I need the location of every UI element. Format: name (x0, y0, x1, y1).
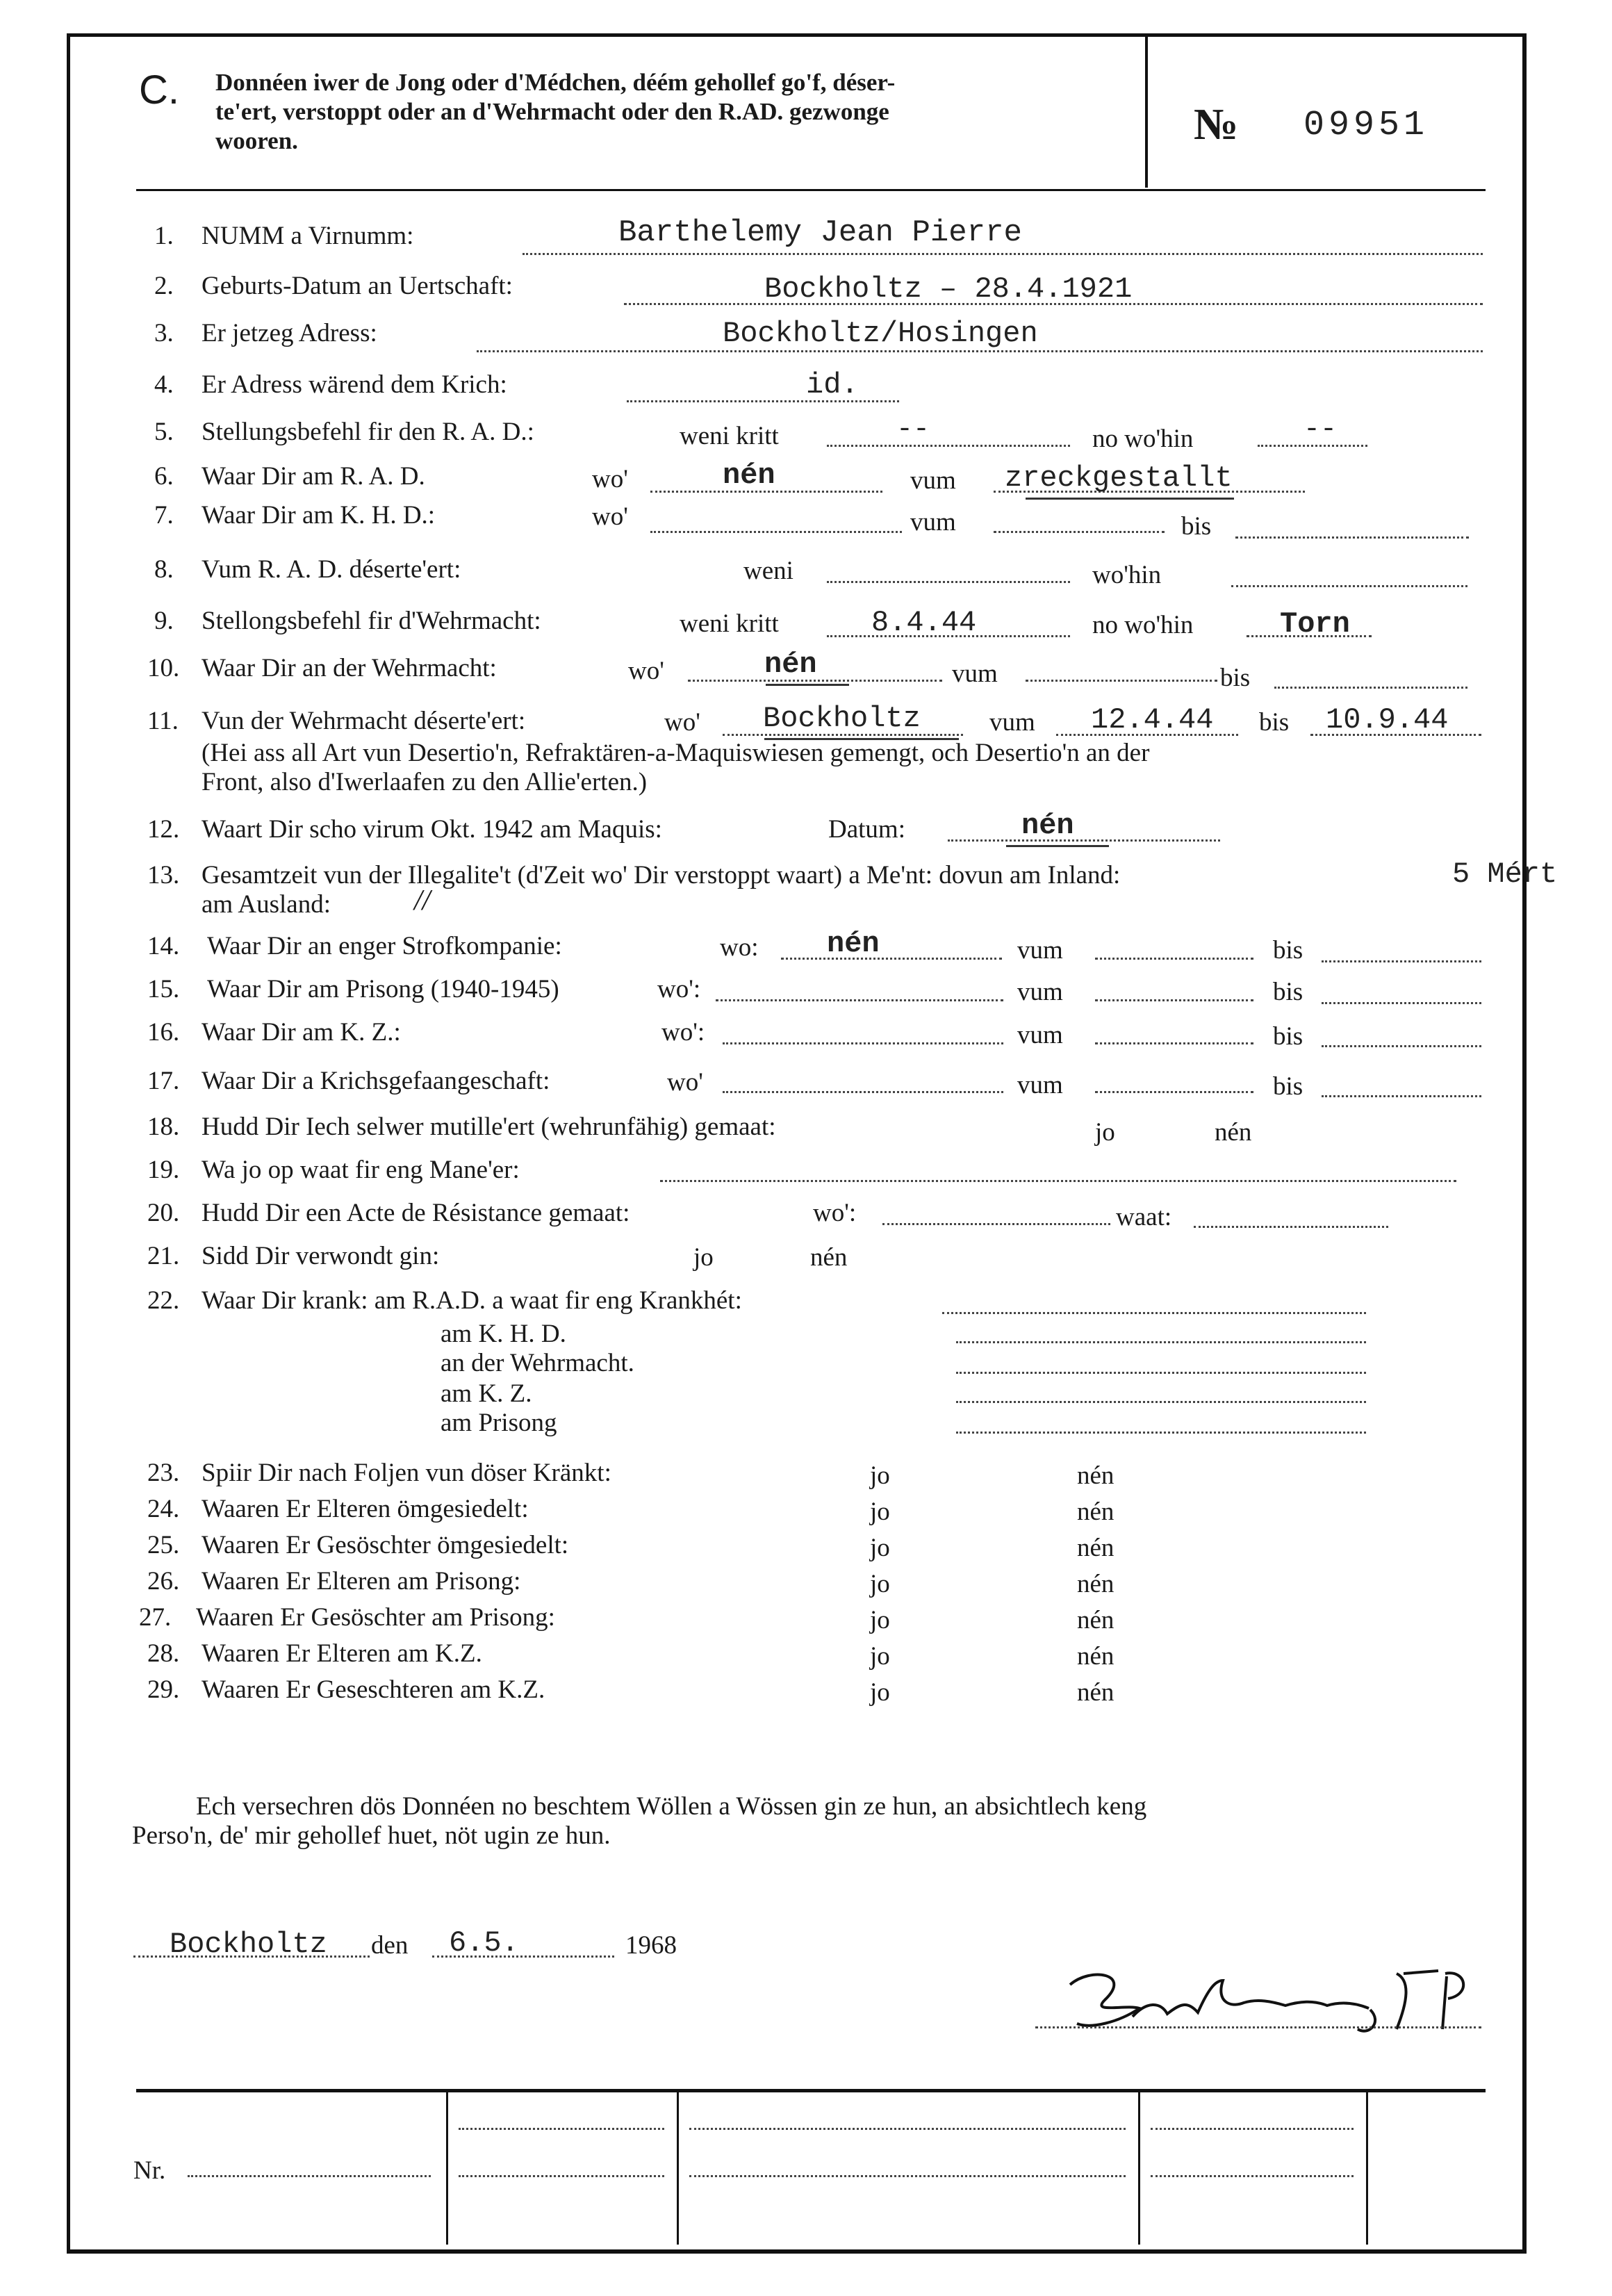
item-24-label: Waaren Er Elteren ömgesiedelt: (202, 1495, 529, 1523)
item-6-vum-value: zreckgestallt (1005, 461, 1233, 495)
item-9-weni: weni kritt (680, 609, 779, 638)
item-2-label: Geburts-Datum an Uertschaft: (202, 272, 513, 300)
item-7-bis-line (1235, 536, 1469, 539)
footer-line (459, 2175, 664, 2177)
item-10-underline (766, 684, 849, 686)
footer-col-divider (677, 2092, 679, 2245)
item-22-sub: am Prisong (441, 1409, 557, 1437)
item-22-sub: an der Wehrmacht. (441, 1349, 634, 1377)
item-19-line (660, 1180, 1456, 1182)
item-16-vum-line (1095, 1042, 1253, 1044)
item-6-wo: wo' (592, 465, 628, 493)
item-10-num: 10. (147, 654, 180, 682)
item-24-jo: jo (870, 1498, 890, 1526)
item-22-sub: am K. H. D. (441, 1320, 566, 1348)
item-8-label: Vum R. A. D. déserte'ert: (202, 555, 461, 584)
item-5-wohin-value: -- (1303, 414, 1338, 445)
item-8-weni-line (827, 581, 1070, 583)
item-11-num: 11. (147, 707, 179, 735)
item-12-underline (1006, 845, 1109, 847)
item-20-wo-line (882, 1223, 1110, 1225)
item-23-jo: jo (870, 1461, 890, 1490)
declaration-line: Ech versechren dös Donnéen no beschtem Wöllen a Wössen gin ze hun, an absichtlech keng (196, 1792, 1147, 1821)
item-17-num: 17. (147, 1067, 180, 1095)
item-2-num: 2. (154, 272, 174, 300)
item-7-num: 7. (154, 501, 174, 530)
item-15-wo-line (716, 999, 1003, 1001)
item-8-num: 8. (154, 555, 174, 584)
handwritten-signature (1049, 1960, 1480, 2043)
item-6-num: 6. (154, 462, 174, 491)
item-5-weni: weni kritt (680, 422, 779, 450)
footer-col-divider (1366, 2092, 1368, 2245)
item-7-vum-line (994, 531, 1165, 533)
item-12-datum: Datum: (828, 815, 905, 844)
item-15-wo: wo': (657, 975, 701, 1003)
item-10-vum-line (1026, 680, 1217, 682)
item-6-label: Waar Dir am R. A. D. (202, 462, 425, 491)
item-11-bis-value: 10.9.44 (1326, 703, 1449, 737)
footer-line (689, 2128, 1126, 2130)
item-15-bis-line (1322, 1002, 1481, 1004)
item-24-nen: nén (1077, 1498, 1115, 1526)
footer-col-divider (446, 2092, 448, 2245)
item-16-vum: vum (1017, 1021, 1063, 1049)
item-28-num: 28. (147, 1639, 180, 1668)
item-19-label: Wa jo op waat fir eng Mane'er: (202, 1156, 520, 1184)
item-29-nen: nén (1077, 1678, 1115, 1707)
item-20-waat: waat: (1116, 1203, 1172, 1231)
item-22-line (956, 1401, 1366, 1403)
item-28-jo: jo (870, 1642, 890, 1671)
item-28-nen: nén (1077, 1642, 1115, 1671)
item-22-line (942, 1312, 1366, 1314)
item-25-nen: nén (1077, 1534, 1115, 1562)
item-10-bis-line (1274, 687, 1467, 689)
item-3-value: Bockholtz/Hosingen (723, 317, 1038, 350)
item-17-vum-line (1095, 1091, 1253, 1093)
item-5-label: Stellungsbefehl fir den R. A. D.: (202, 418, 534, 446)
item-16-bis: bis (1273, 1022, 1303, 1051)
item-16-num: 16. (147, 1018, 180, 1047)
item-11-note: (Hei ass all Art vun Desertio'n, Refraktären-a-Maquiswiesen gemengt, och Desertio'n an der (202, 739, 1150, 767)
signature-den: den (371, 1931, 409, 1960)
item-18-label: Hudd Dir Iech selwer mutille'ert (wehrunfähig) gemaat: (202, 1113, 776, 1141)
item-12-num: 12. (147, 815, 180, 844)
item-9-label: Stellongsbefehl fir d'Wehrmacht: (202, 607, 541, 635)
item-11-bis: bis (1259, 708, 1290, 737)
header-title-line: Donnéen iwer de Jong oder d'Médchen, déém gehollef go'f, déser- (215, 69, 896, 96)
item-16-wo: wo': (661, 1018, 705, 1047)
item-29-num: 29. (147, 1675, 180, 1704)
item-1-line (523, 253, 1483, 255)
item-27-nen: nén (1077, 1606, 1115, 1634)
item-7-wo-line (650, 531, 902, 533)
item-14-num: 14. (147, 932, 180, 960)
item-7-bis: bis (1181, 512, 1212, 541)
item-13-label: Gesamtzeit vun der Illegalite't (d'Zeit wo' Dir verstoppt waart) a Me'nt: dovun am Inland: (202, 861, 1121, 889)
item-17-label: Waar Dir a Krichsgefaangeschaft: (202, 1067, 550, 1095)
item-20-label: Hudd Dir een Acte de Résistance gemaat: (202, 1199, 630, 1227)
item-27-jo: jo (870, 1606, 890, 1634)
signature-date: 6.5. (449, 1926, 519, 1960)
item-13-ausland-value: // (414, 885, 431, 917)
signature-line (1035, 2026, 1481, 2028)
item-15-bis: bis (1273, 978, 1303, 1006)
item-5-wohin: no wo'hin (1092, 425, 1194, 453)
item-27-num: 27. (139, 1603, 172, 1632)
item-17-bis-line (1322, 1095, 1481, 1097)
item-15-vum-line (1095, 999, 1253, 1001)
item-10-bis: bis (1220, 664, 1251, 692)
item-25-label: Waaren Er Gesöschter ömgesiedelt: (202, 1531, 569, 1559)
declaration-line: Perso'n, de' mir gehollef huet, nöt ugin ze hun. (132, 1821, 611, 1850)
item-11-wo: wo' (664, 708, 700, 737)
footer-nr-label: Nr. (133, 2156, 166, 2185)
item-13-inland-value: 5 Mért (1452, 858, 1558, 891)
item-19-num: 19. (147, 1156, 180, 1184)
item-11-wo-value: Bockholtz (763, 702, 921, 735)
item-5-weni-value: -- (896, 414, 930, 445)
item-12-value: nén (1021, 809, 1074, 842)
item-12-line (948, 839, 1220, 842)
item-26-nen: nén (1077, 1570, 1115, 1598)
item-16-wo-line (723, 1042, 1003, 1044)
header-title-line: te'ert, verstoppt oder an d'Wehrmacht oder den R.AD. gezwonge (215, 98, 889, 125)
signature-place: Bockholtz (170, 1928, 327, 1961)
item-21-label: Sidd Dir verwondt gin: (202, 1242, 440, 1270)
item-6-wo-value: nén (723, 459, 775, 492)
item-27-label: Waaren Er Gesöschter am Prisong: (196, 1603, 555, 1632)
item-22-line (956, 1432, 1366, 1434)
footer-line (689, 2175, 1126, 2177)
item-1-label: NUMM a Virnumm: (202, 222, 414, 250)
item-10-wo: wo' (628, 657, 664, 685)
form-number: 09951 (1303, 106, 1429, 145)
item-17-wo: wo' (667, 1068, 703, 1097)
item-14-bis: bis (1273, 936, 1303, 965)
item-10-vum: vum (952, 659, 998, 688)
item-9-wohin-value: Torn (1280, 607, 1350, 641)
item-26-label: Waaren Er Elteren am Prisong: (202, 1567, 521, 1596)
item-14-wo-line (781, 958, 1002, 960)
item-9-weni-value: 8.4.44 (871, 606, 977, 639)
item-7-vum: vum (910, 508, 956, 536)
item-25-jo: jo (870, 1534, 890, 1562)
footer-col-divider (1138, 2092, 1140, 2245)
item-23-label: Spiir Dir nach Foljen vun döser Kränkt: (202, 1459, 611, 1487)
item-29-label: Waaren Er Geseschteren am K.Z. (202, 1675, 545, 1704)
item-14-bis-line (1322, 960, 1481, 962)
item-22-line (956, 1341, 1366, 1343)
item-26-jo: jo (870, 1570, 890, 1598)
header-divider (1145, 36, 1148, 188)
item-6-underline (1026, 498, 1234, 500)
item-5-num: 5. (154, 418, 174, 446)
item-11-note: Front, also d'Iwerlaafen zu den Allie'erten.) (202, 768, 648, 796)
item-21-jo: jo (693, 1243, 714, 1272)
item-13-ausland: am Ausland: (202, 890, 331, 919)
item-20-waat-line (1194, 1226, 1388, 1228)
item-29-jo: jo (870, 1678, 890, 1707)
item-14-label: Waar Dir an enger Strofkompanie: (207, 932, 562, 960)
item-15-num: 15. (147, 975, 180, 1003)
item-9-wohin: no wo'hin (1092, 611, 1194, 639)
item-18-jo: jo (1095, 1118, 1115, 1147)
number-sign: № (1194, 99, 1239, 149)
item-21-nen: nén (810, 1243, 848, 1272)
signature-year: 1968 (625, 1931, 677, 1960)
item-11-label: Vun der Wehrmacht déserte'ert: (202, 707, 526, 735)
footer-line (1151, 2175, 1354, 2177)
header-title (215, 68, 895, 156)
item-17-bis: bis (1273, 1072, 1303, 1101)
item-1-num: 1. (154, 222, 174, 250)
item-22-label: Waar Dir krank: am R.A.D. a waat fir eng Krankhét: (202, 1286, 742, 1315)
item-4-num: 4. (154, 370, 174, 399)
footer-top-rule (136, 2089, 1486, 2092)
item-11-vum: vum (989, 708, 1035, 737)
item-7-wo: wo' (592, 502, 628, 531)
item-22-line (956, 1372, 1366, 1374)
item-18-nen: nén (1215, 1118, 1252, 1147)
item-21-num: 21. (147, 1242, 180, 1270)
item-22-num: 22. (147, 1286, 180, 1315)
item-17-wo-line (723, 1091, 1003, 1093)
item-22-sub: am K. Z. (441, 1379, 532, 1408)
section-letter: C. (139, 67, 179, 113)
header-title-line: wooren. (215, 127, 298, 154)
item-24-num: 24. (147, 1495, 180, 1523)
item-15-vum: vum (1017, 978, 1063, 1006)
item-12-label: Waart Dir scho virum Okt. 1942 am Maquis: (202, 815, 662, 844)
item-8-wohin: wo'hin (1092, 561, 1162, 589)
item-3-num: 3. (154, 319, 174, 347)
item-25-num: 25. (147, 1531, 180, 1559)
item-20-wo: wo': (813, 1199, 857, 1227)
item-16-label: Waar Dir am K. Z.: (202, 1018, 401, 1047)
form-border (67, 33, 1527, 2254)
header-rule (136, 189, 1486, 191)
item-17-vum: vum (1017, 1071, 1063, 1099)
item-8-weni: weni (743, 557, 793, 585)
item-15-label: Waar Dir am Prisong (1940-1945) (207, 975, 559, 1003)
item-1-value: Barthelemy Jean Pierre (618, 215, 1022, 250)
item-6-vum: vum (910, 466, 956, 495)
item-9-num: 9. (154, 607, 174, 635)
item-3-label: Er jetzeg Adress: (202, 319, 377, 347)
item-14-vum-line (1095, 958, 1253, 960)
item-3-line (477, 350, 1483, 352)
item-5-weni-line (827, 445, 1070, 447)
item-14-wo-value: nén (827, 927, 880, 960)
item-16-bis-line (1322, 1045, 1481, 1047)
footer-line (459, 2128, 664, 2130)
item-23-nen: nén (1077, 1461, 1115, 1490)
footer-line (188, 2175, 431, 2177)
item-14-vum: vum (1017, 936, 1063, 965)
item-8-wohin-line (1231, 585, 1467, 587)
item-10-label: Waar Dir an der Wehrmacht: (202, 654, 497, 682)
item-2-value: Bockholtz – 28.4.1921 (764, 272, 1133, 306)
item-28-label: Waaren Er Elteren am K.Z. (202, 1639, 482, 1668)
item-4-label: Er Adress wärend dem Krich: (202, 370, 507, 399)
item-7-label: Waar Dir am K. H. D.: (202, 501, 436, 530)
item-26-num: 26. (147, 1567, 180, 1596)
footer-line (1151, 2128, 1354, 2130)
item-13-num: 13. (147, 861, 180, 889)
item-20-num: 20. (147, 1199, 180, 1227)
item-4-value: id. (806, 368, 859, 402)
item-14-wo: wo: (720, 933, 759, 962)
item-10-wo-value: nén (764, 648, 817, 681)
item-18-num: 18. (147, 1113, 180, 1141)
item-23-num: 23. (147, 1459, 180, 1487)
item-11-vum-value: 12.4.44 (1091, 703, 1214, 737)
